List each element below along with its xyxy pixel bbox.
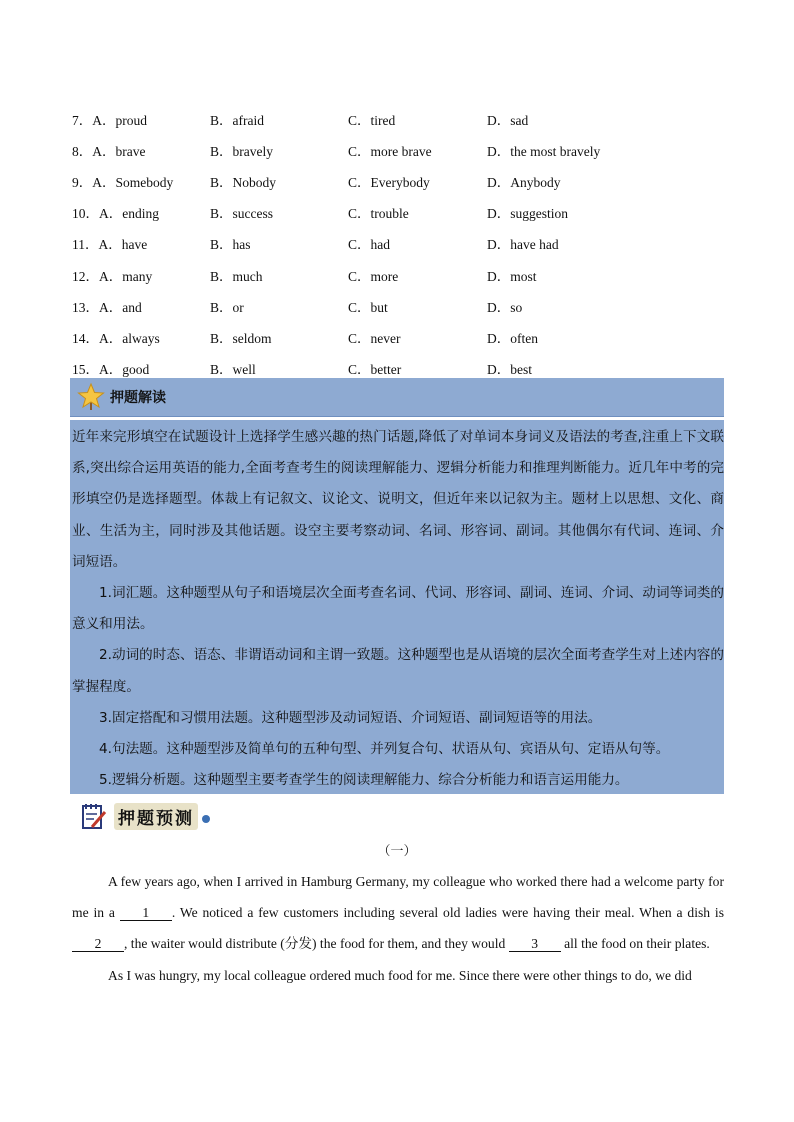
option-b: B．bravely: [210, 143, 273, 159]
option-c: C．more brave: [348, 143, 432, 159]
option-a: [72, 109, 210, 129]
option-a: [72, 296, 210, 316]
question-number: 12．: [72, 268, 99, 284]
option-c: C．had: [348, 237, 390, 253]
option-row: [72, 134, 732, 165]
option-b: B．success: [210, 206, 273, 222]
question-number: 15．: [72, 362, 99, 378]
dot-icon: [202, 815, 210, 823]
option-c: C．never: [348, 330, 401, 346]
question-number: 11．: [72, 237, 99, 253]
option-a: [72, 140, 210, 160]
option-c: C．Everybody: [348, 174, 430, 190]
passage-text: all the food on their plates.: [560, 936, 710, 952]
option-row: [72, 197, 732, 228]
option-b: B．has: [210, 237, 251, 253]
passage-text: A few years ago, when I arrived in Hamburg Germany, my colleague who worked there had a welcome party for me in a: [72, 874, 724, 921]
option-d: D．have had: [487, 237, 559, 253]
analysis-title: 押题解读: [110, 390, 166, 406]
option-c: C．more: [348, 268, 399, 284]
option-a-text: A．and: [99, 299, 142, 315]
option-c: C．better: [348, 362, 402, 378]
option-b: B．afraid: [210, 112, 264, 128]
section-number: （一）: [377, 843, 417, 858]
passage-paragraph: As I was hungry, my local colleague ordered much food for me. Since there were other things to do, we did: [108, 967, 692, 983]
question-number: 10．: [72, 206, 99, 222]
analysis-intro: 近年来完形填空在试题设计上选择学生感兴趣的热门话题,降低了对单词本身词义及语法的考查,注重上下文联系,突出综合运用英语的能力,全面考查考生的阅读理解能力、逻辑分析能力和推理判断能力。近几年中考的完形填空仍是选择题型。体裁上有记叙文、议论文、说明文，但近年来以记叙为主。题材上以思想、文化、商业、生活为主，同时涉及其他话题。设空主要考察动词、名词、形容词、副词。其他偶尔有代词、连词、介词短语。: [72, 429, 724, 570]
option-d: D．the most bravely: [487, 143, 601, 159]
option-a-text: A．always: [99, 330, 160, 346]
analysis-item: 4.句法题。这种题型涉及简单句的五种句型、并列复合句、状语从句、宾语从句、定语从句等。: [99, 741, 670, 758]
option-row: [72, 321, 732, 352]
question-number: 14．: [72, 330, 99, 346]
option-row: [72, 103, 732, 134]
option-a-text: A．ending: [99, 206, 159, 222]
analysis-body: [70, 420, 724, 794]
blank-1: 1: [120, 906, 172, 921]
option-a-text: A．have: [98, 237, 148, 253]
question-number: 9．: [72, 174, 93, 190]
option-row: [72, 259, 732, 290]
analysis-item: 5.逻辑分析题。这种题型主要考查学生的阅读理解能力、综合分析能力和语言运用能力。: [99, 772, 629, 789]
option-d: D．sad: [487, 112, 529, 128]
analysis-item: 1.词汇题。这种题型从句子和语境层次全面考查名词、代词、形容词、副词、连词、介词、动词等词类的意义和用法。: [72, 585, 724, 633]
passage: [72, 866, 724, 991]
option-d: D．most: [487, 268, 537, 284]
analysis-item: 3.固定搭配和习惯用法题。这种题型涉及动词短语、介词短语、副词短语等的用法。: [99, 709, 602, 726]
option-a-text: A．proud: [92, 112, 147, 128]
option-a: [72, 233, 210, 253]
option-a-text: A．good: [99, 362, 150, 378]
option-a: [72, 327, 210, 347]
option-a: [72, 265, 210, 285]
option-b: B．seldom: [210, 330, 272, 346]
question-number: 13．: [72, 299, 99, 315]
option-a: [72, 358, 210, 378]
option-b: B．well: [210, 362, 256, 378]
option-c: C．but: [348, 299, 388, 315]
analysis-item: 2.动词的时态、语态、非谓语动词和主谓一致题。这种题型也是从语境的层次全面考查学生对上述内容的掌握程度。: [72, 647, 724, 695]
blank-3: 3: [509, 937, 561, 952]
option-a-text: A．Somebody: [92, 174, 174, 190]
option-d: D．best: [487, 362, 532, 378]
passage-text: . We noticed a few customers including several old ladies were having their meal. When a dish is: [171, 905, 724, 921]
option-b: B．Nobody: [210, 174, 277, 190]
option-a: [72, 171, 210, 191]
option-d: D．often: [487, 330, 538, 346]
prediction-header: [80, 800, 210, 832]
option-row: [72, 165, 732, 196]
option-row: [72, 290, 732, 321]
question-number: 7．: [72, 112, 93, 128]
option-row: [72, 228, 732, 259]
star-icon: [76, 382, 106, 412]
option-c: C．trouble: [348, 206, 409, 222]
option-b: B．much: [210, 268, 263, 284]
option-d: D．Anybody: [487, 174, 561, 190]
passage-paragraph: [72, 866, 724, 960]
analysis-header: [70, 378, 724, 417]
passage-text: , the waiter would distribute (分发) the food for them, and they would: [124, 936, 509, 952]
option-a-text: A．brave: [92, 143, 146, 159]
answer-options: [72, 103, 732, 384]
option-d: D．so: [487, 299, 523, 315]
blank-2: 2: [72, 937, 124, 952]
option-c: C．tired: [348, 112, 396, 128]
option-a-text: A．many: [99, 268, 153, 284]
option-b: B．or: [210, 299, 244, 315]
option-a: [72, 202, 210, 222]
option-d: D．suggestion: [487, 206, 568, 222]
question-number: 8．: [72, 143, 93, 159]
notebook-pen-icon: [80, 801, 108, 831]
prediction-title: 押题预测: [114, 803, 198, 830]
